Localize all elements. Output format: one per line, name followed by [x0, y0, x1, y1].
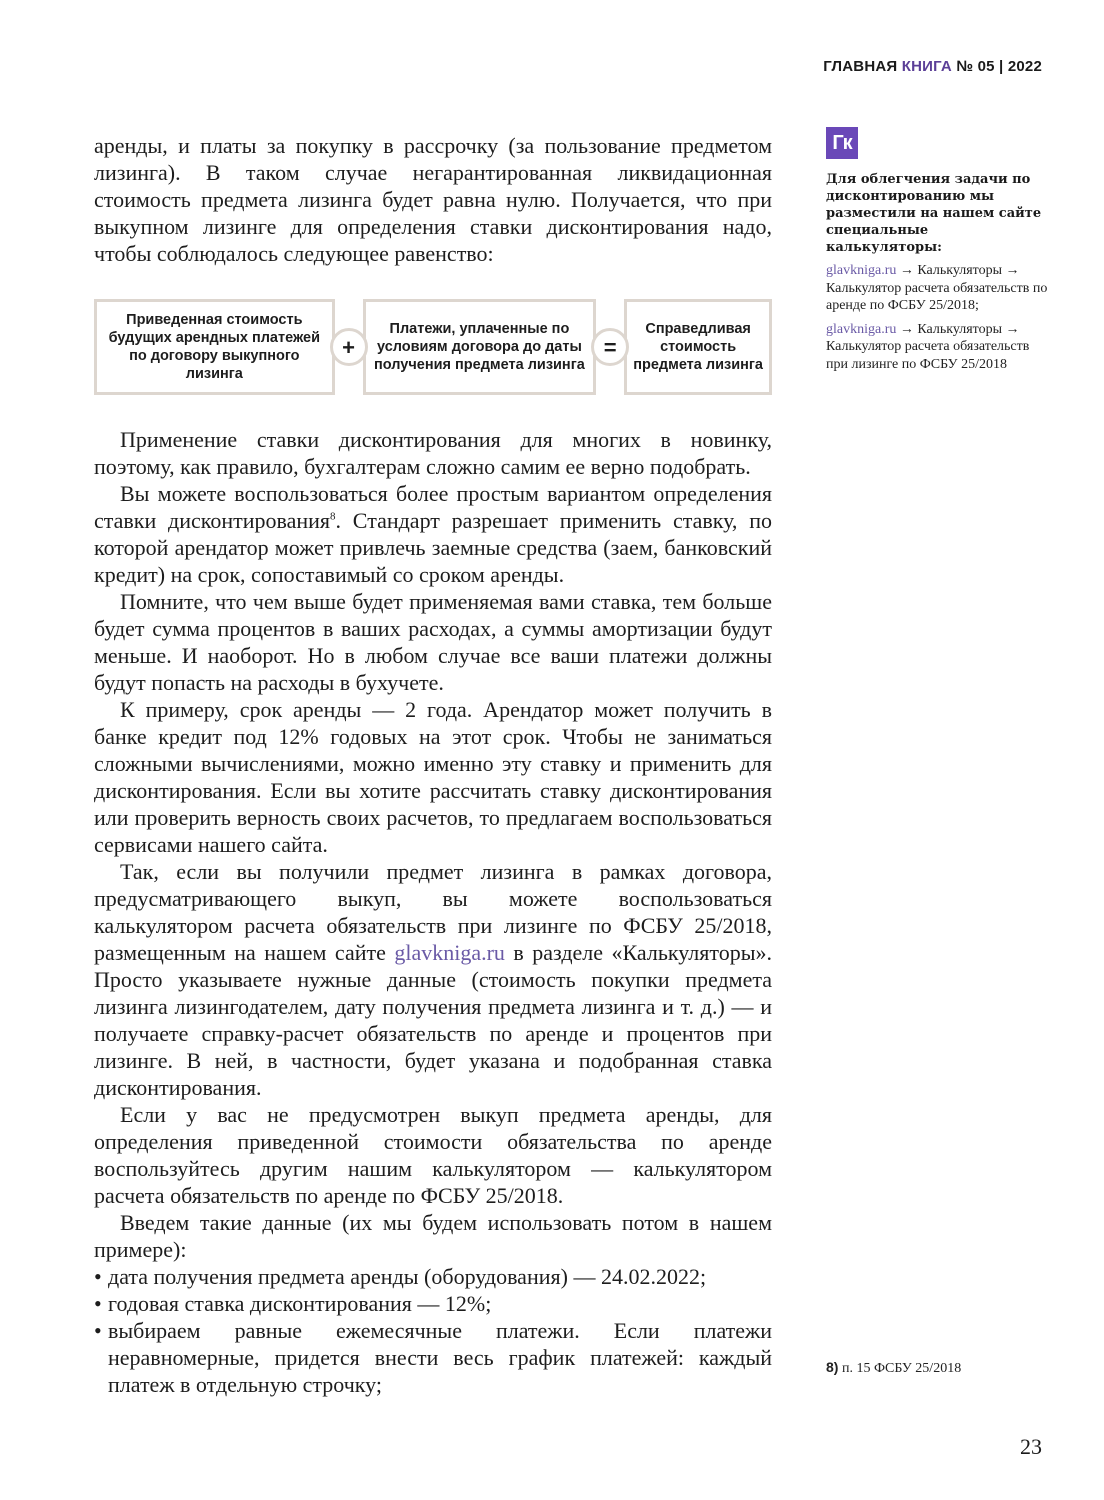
list-item: • дата получения предмета аренды (оборудования) — 24.02.2022; — [94, 1263, 772, 1290]
sidebar-item-2-text: → Калькуляторы → Калькулятор расчета обязательств при лизинге по ФСБУ 25/2018 — [826, 321, 1030, 372]
list-item: • годовая ставка дисконтирования — 12%; — [94, 1290, 772, 1317]
formula-box-payments: Платежи, уплаченные по условиям договора до даты получения предмета лизинга — [363, 299, 597, 395]
sidebar-item-lease-calculator — [826, 262, 1048, 315]
sidebar-link-2[interactable]: glavkniga.ru — [826, 321, 897, 337]
paragraph-4: К примеру, срок аренды — 2 года. Арендатор может получить в банке кредит под 12% годовых на этот срок. Чтобы не заниматься сложными вычислениями, можно именно эту ставку и применить для дисконтирования. Если вы хотите рассчитать ставку дисконтирования или проверить верность своих расчетов, то предлагаем воспользоваться сервисами нашего сайта. — [94, 697, 772, 857]
masthead-title-main: ГЛАВНАЯ — [823, 58, 898, 75]
formula-box-present-value: Приведенная стоимость будущих арендных платежей по договору выкупного лизинга — [94, 299, 335, 395]
formula-equals-operator — [596, 299, 624, 395]
sidebar-item-leasing-calculator — [826, 321, 1048, 374]
main-column — [94, 132, 772, 1398]
masthead-title-accent: КНИГА — [901, 58, 952, 75]
sidebar-item-1-text: → Калькуляторы → Калькулятор расчета обязательств по аренде по ФСБУ 25/2018; — [826, 263, 1048, 313]
masthead-issue: № 05 | 2022 — [956, 58, 1042, 75]
paragraph-3: Помните, что чем выше будет применяемая вами ставка, тем больше будет сумма процентов в ваших расходах, а суммы амортизации будут меньше. И наоборот. Но в любом случае все ваши платежи должны будут попасть на расходы в бухучете. — [94, 589, 772, 695]
footnote-text: п. 15 ФСБУ 25/2018 — [838, 1361, 962, 1376]
formula-box-fair-value: Справедливая стоимость предмета лизинга — [624, 299, 772, 395]
sidebar — [826, 127, 1048, 373]
paragraph-2-text-b: . Стандарт разрешает применить ставку, по которой арендатор может привлечь заемные средства (заем, банковский кредит) на срок, сопоставимый со сроком аренды. — [94, 508, 772, 587]
paragraph-6: Если у вас не предусмотрен выкуп предмета аренды, для определения приведенной стоимости обязательства по аренде воспользуйтесь другим нашим калькулятором — калькулятором расчета обязательств по аренде по ФСБУ 25/2018. — [94, 1102, 772, 1208]
plus-icon: + — [330, 328, 368, 366]
masthead — [823, 58, 1042, 75]
page-number: 23 — [1020, 1434, 1042, 1459]
paragraph-2-text-a: Вы можете воспользоваться более простым вариантом определения ставки дисконтирования — [94, 481, 772, 533]
paragraph-5 — [94, 858, 772, 1101]
footnote-mark: 8) — [826, 1359, 839, 1375]
formula-diagram — [94, 299, 772, 395]
equals-icon: = — [591, 328, 629, 366]
sidebar-lead: Для облегчения задачи по дисконтированию мы разместили на нашем сайте специальные калькуляторы: — [826, 172, 1042, 255]
glavkniga-link[interactable]: glavkniga.ru — [394, 940, 505, 965]
intro-paragraph: аренды, и платы за покупку в рассрочку (за пользование предметом лизинга). В таком случае негарантированная ликвидационная стоимость предмета лизинга будет равна нулю. Получается, что при выкупном лизинге для определения ставки дисконтирования надо, чтобы соблюдалось следующее равенство: — [94, 133, 772, 266]
paragraph-5-text-a: Так, если вы получили предмет лизинга в рамках договора, предусматривающего выкуп, вы можете воспользоваться калькулятором расчета обязательств при лизинге по ФСБУ 25/2018, размещенным на нашем сайте — [94, 859, 772, 965]
formula-plus-operator — [335, 299, 363, 395]
paragraph-5-text-b: в разделе «Калькуляторы». Просто указываете нужные данные (стоимость покупки предмета лизинга лизингодателем, дату получения предмета лизинга и т. д.) — и получаете справку-расчет обязательств по аренде и процентов при лизинге. В ней, в частности, будет указана и подобранная ставка дисконтирования. — [94, 940, 772, 1100]
paragraph-7: Введем такие данные (их мы будем использовать потом в нашем примере): — [94, 1210, 772, 1262]
sidebar-link-1[interactable]: glavkniga.ru — [826, 263, 897, 278]
input-data-list — [94, 1263, 772, 1398]
footnote-ref-8: 8 — [330, 510, 336, 523]
paragraph-1: Применение ставки дисконтирования для многих в новинку, поэтому, как правило, бухгалтерам сложно самим ее верно подобрать. — [94, 427, 772, 479]
glavkniga-logo-icon: Гк — [826, 127, 858, 159]
paragraph-2 — [94, 480, 772, 588]
list-item: • выбираем равные ежемесячные платежи. Если платежи неравномерные, придется внести весь график платежей: каждый платеж в отдельную строчку; — [94, 1317, 772, 1398]
footnote-8 — [826, 1359, 961, 1377]
